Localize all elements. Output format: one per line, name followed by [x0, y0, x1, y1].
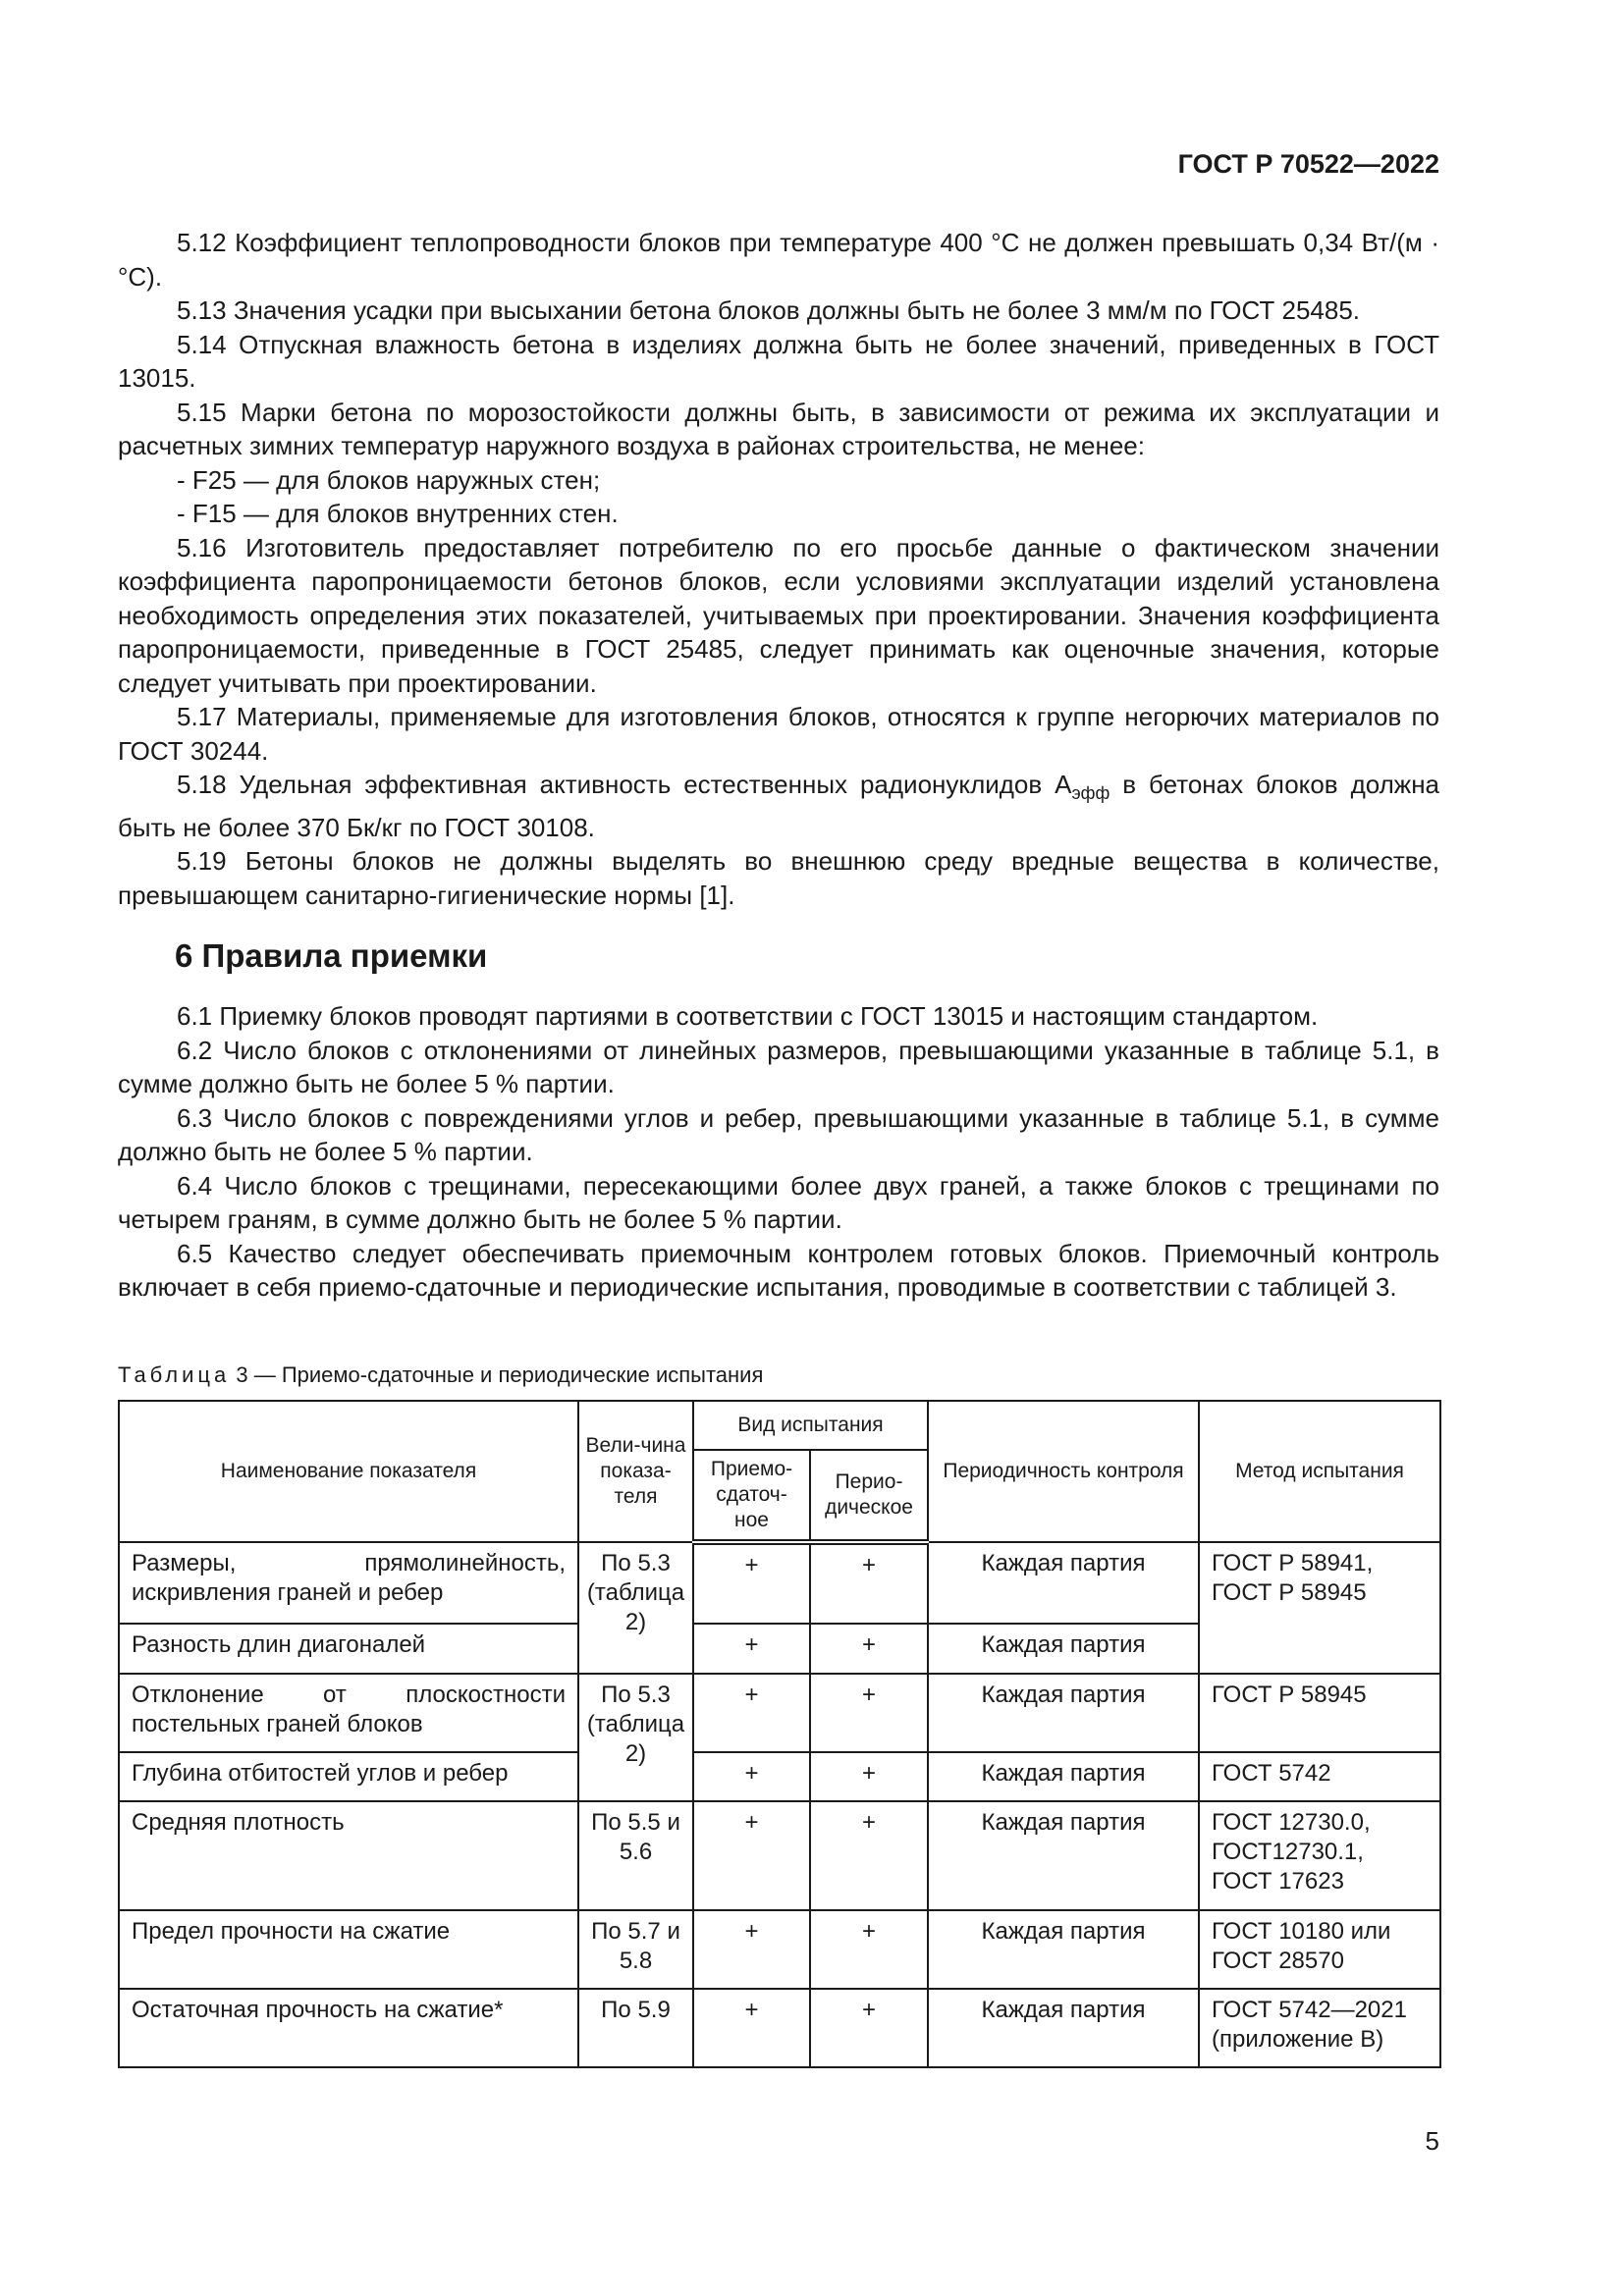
cell-frequency: Каждая партия: [928, 1752, 1199, 1801]
list-item-f25: - F25 — для блоков наружных стен;: [177, 464, 601, 495]
paragraph-5-12: 5.12 Коэффициент теплопроводности блоков при температуре 400 °С не должен превышать 0,34 Вт/(м · °С).: [118, 228, 1439, 292]
cell-frequency: Каждая партия: [928, 1624, 1199, 1674]
header-value: Вели-чина показа-теля: [578, 1401, 693, 1542]
header-test-type: Вид испытания: [693, 1401, 928, 1450]
cell-value: По 5.7 и 5.8: [578, 1910, 693, 1989]
p518-text-end: в бетонах блоков должна быть не более 370 Бк/кг по ГОСТ 30108.: [118, 770, 1440, 842]
cell-periodic: +: [810, 1674, 928, 1752]
cell-name: Остаточная прочность на сжатие*: [119, 1989, 578, 2067]
cell-method: ГОСТ 10180 или ГОСТ 28570: [1199, 1910, 1440, 1989]
tests-table: [118, 1400, 1441, 2068]
cell-acceptance: +: [693, 1624, 810, 1674]
cell-name: Глубина отбитостей углов и ребер: [119, 1752, 578, 1801]
paragraph-6-5: 6.5 Качество следует обеспечивать приемочным контролем готовых блоков. Приемочный контроль включает в себя приемо-сдаточные и периодические испытания, проводимые в соответствии с таблицей 3.: [118, 1238, 1439, 1302]
p518-text: 5.18 Удельная эффективная активность естественных радионуклидов А: [177, 770, 1072, 799]
paragraph-6-3: 6.3 Число блоков с повреждениями углов и ребер, превышающими указанные в таблице 5.1, в сумме должно быть не более 5 % партии.: [118, 1102, 1439, 1166]
cell-periodic: +: [810, 1624, 928, 1674]
cell-name: Средняя плотность: [119, 1801, 578, 1910]
section-6-heading: 6 Правила приемки: [175, 937, 488, 974]
paragraph-5-16: 5.16 Изготовитель предоставляет потребителю по его просьбе данные о фактическом значении коэффициента паропроницаемости бетонов блоков, если условиями эксплуатации изделий установлена необходимость определения этих показателей, учитываемых при проектировании. Значения коэффициента паропроницаемости, приведенные в ГОСТ 25485, следует принимать как оценочные значения, которые следует учитывать при проектировании.: [118, 532, 1439, 698]
paragraph-5-14: 5.14 Отпускная влажность бетона в изделиях должна быть не более значений, приведенных в ГОСТ 13015.: [118, 329, 1439, 393]
table-row: [119, 1542, 1440, 1624]
paragraph-6-2: 6.2 Число блоков с отклонениями от линейных размеров, превышающими указанные в таблице 5.1, в сумме должно быть не более 5 % партии.: [118, 1035, 1439, 1098]
cell-acceptance: +: [693, 1542, 810, 1624]
paragraph-6-4: 6.4 Число блоков с трещинами, пересекающими более двух граней, а также блоков с трещинами по четырем граням, в сумме должно быть не более 5 % партии.: [118, 1170, 1439, 1234]
cell-method: ГОСТ 5742: [1199, 1752, 1440, 1801]
header-name: Наименование показателя: [119, 1401, 578, 1542]
header-periodic: Перио-дическое: [810, 1450, 928, 1542]
cell-value: По 5.3 (таблица 2): [578, 1542, 693, 1674]
header-acceptance: Приемо-сдаточ-ное: [693, 1450, 810, 1542]
paragraph-5-18: [118, 768, 1439, 844]
cell-method: ГОСТ Р 58945: [1199, 1674, 1440, 1752]
table-row: [119, 1801, 1440, 1910]
section-5-body: [118, 226, 1439, 912]
cell-frequency: Каждая партия: [928, 1801, 1199, 1910]
cell-frequency: Каждая партия: [928, 1674, 1199, 1752]
cell-periodic: +: [810, 1752, 928, 1801]
cell-value: По 5.5 и 5.6: [578, 1801, 693, 1910]
cell-frequency: Каждая партия: [928, 1542, 1199, 1624]
document-id: ГОСТ Р 70522—2022: [1177, 149, 1439, 179]
paragraph-6-1: 6.1 Приемку блоков проводят партиями в соответствии с ГОСТ 13015 и настоящим стандартом.: [177, 1001, 1319, 1031]
cell-value: По 5.9: [578, 1989, 693, 2067]
cell-name: Отклонение от плоскостности постельных граней блоков: [119, 1674, 578, 1752]
header-frequency: Периодичность контроля: [928, 1401, 1199, 1542]
cell-acceptance: +: [693, 1674, 810, 1752]
cell-periodic: +: [810, 1801, 928, 1910]
table-caption-text: 3 — Приемо-сдаточные и периодические испытания: [230, 1362, 764, 1387]
cell-method: ГОСТ Р 58941, ГОСТ Р 58945: [1199, 1542, 1440, 1674]
cell-acceptance: +: [693, 1752, 810, 1801]
table-caption: [118, 1362, 763, 1388]
cell-periodic: +: [810, 1910, 928, 1989]
cell-periodic: +: [810, 1542, 928, 1624]
section-6-body: [118, 999, 1439, 1305]
cell-frequency: Каждая партия: [928, 1989, 1199, 2067]
cell-acceptance: +: [693, 1989, 810, 2067]
page-number: 5: [1425, 2126, 1439, 2156]
cell-periodic: +: [810, 1989, 928, 2067]
cell-name: Разность длин диагоналей: [119, 1624, 578, 1674]
paragraph-5-15: 5.15 Марки бетона по морозостойкости должны быть, в зависимости от режима их эксплуатации и расчетных зимних температур наружного воздуха в районах строительства, не менее:: [118, 397, 1439, 460]
table-caption-label: Таблица: [118, 1362, 231, 1387]
cell-acceptance: +: [693, 1910, 810, 1989]
table-row: [119, 1989, 1440, 2067]
p518-subscript: эфф: [1071, 783, 1110, 804]
cell-frequency: Каждая партия: [928, 1910, 1199, 1989]
cell-acceptance: +: [693, 1801, 810, 1910]
cell-name: Предел прочности на сжатие: [119, 1910, 578, 1989]
cell-value: По 5.3 (таблица 2): [578, 1674, 693, 1801]
table-row: [119, 1674, 1440, 1752]
cell-name: Размеры, прямолинейность, искривления граней и ребер: [119, 1542, 578, 1624]
paragraph-5-19: 5.19 Бетоны блоков не должны выделять во внешнюю среду вредные вещества в количестве, превышающем санитарно-гигиенические нормы [1].: [118, 846, 1439, 910]
paragraph-5-13: 5.13 Значения усадки при высыхании бетона блоков должны быть не более 3 мм/м по ГОСТ 25485.: [177, 295, 1361, 325]
list-item-f15: - F15 — для блоков внутренних стен.: [177, 499, 619, 528]
cell-method: ГОСТ 12730.0, ГОСТ12730.1, ГОСТ 17623: [1199, 1801, 1440, 1910]
table-row: [119, 1910, 1440, 1989]
table-row: [119, 1752, 1440, 1801]
paragraph-5-17: 5.17 Материалы, применяемые для изготовления блоков, относятся к группе негорючих материалов по ГОСТ 30244.: [118, 702, 1439, 766]
header-method: Метод испытания: [1199, 1401, 1440, 1542]
cell-method: ГОСТ 5742—2021 (приложение В): [1199, 1989, 1440, 2067]
